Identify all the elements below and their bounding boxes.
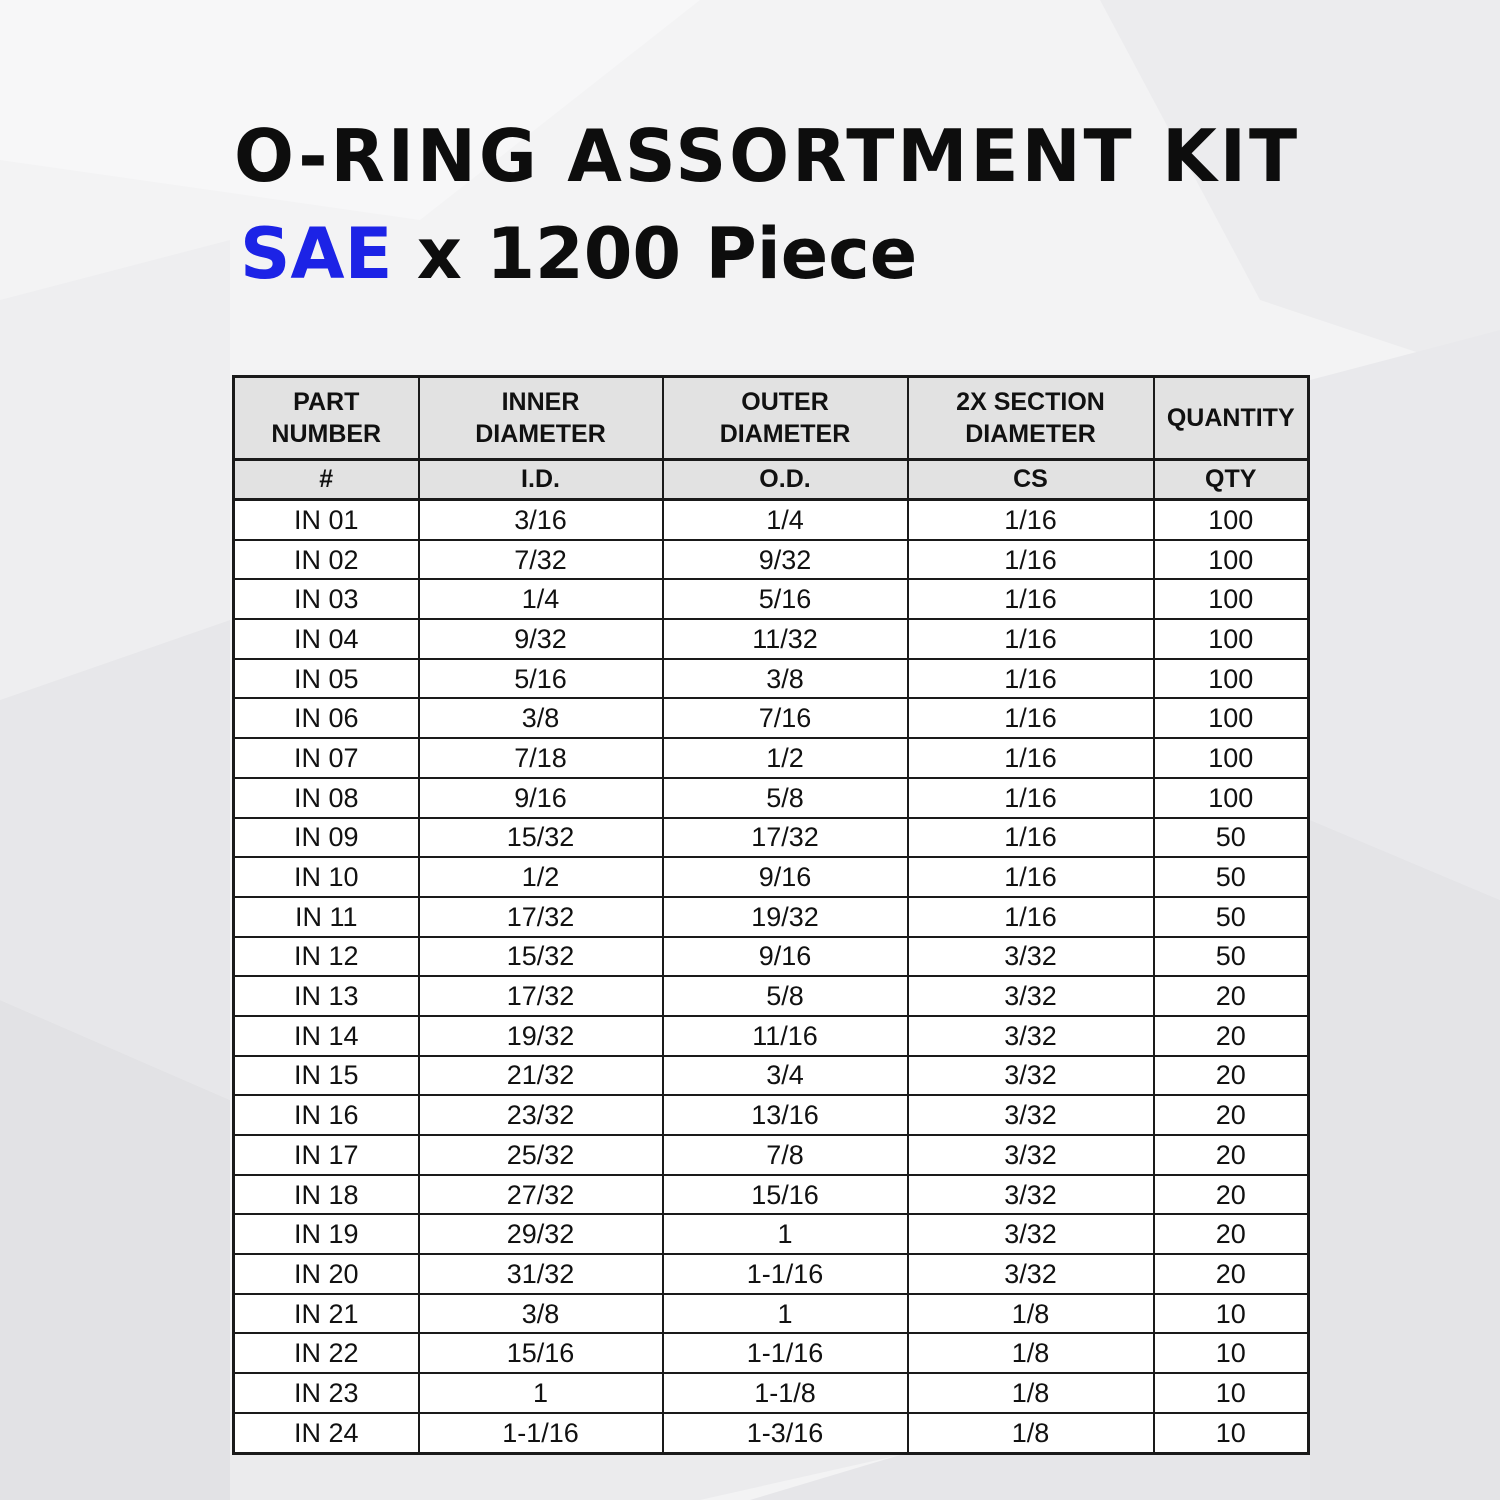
cell-outer-diameter: 1/2: [663, 738, 908, 778]
cell-outer-diameter: 11/16: [663, 1016, 908, 1056]
cell-outer-diameter: 17/32: [663, 818, 908, 858]
abbr-quantity: QTY: [1154, 460, 1309, 500]
cell-section-diameter: 1/8: [908, 1333, 1154, 1373]
cell-part-number: IN 03: [234, 579, 419, 619]
abbr-part-number: #: [234, 460, 419, 500]
table-row: [234, 1056, 1309, 1096]
table-row: [234, 857, 1309, 897]
cell-section-diameter: 1/16: [908, 540, 1154, 580]
cell-quantity: 100: [1154, 738, 1309, 778]
cell-inner-diameter: 3/8: [419, 698, 663, 738]
cell-part-number: IN 11: [234, 897, 419, 937]
abbr-outer-diameter: O.D.: [663, 460, 908, 500]
cell-inner-diameter: 7/32: [419, 540, 663, 580]
table-row: [234, 1294, 1309, 1334]
cell-inner-diameter: 7/18: [419, 738, 663, 778]
cell-section-diameter: 1/16: [908, 897, 1154, 937]
kit-subtitle: [240, 214, 917, 294]
cell-outer-diameter: 3/8: [663, 659, 908, 699]
cell-inner-diameter: 15/16: [419, 1333, 663, 1373]
cell-section-diameter: 1/8: [908, 1373, 1154, 1413]
cell-section-diameter: 3/32: [908, 1016, 1154, 1056]
cell-part-number: IN 18: [234, 1175, 419, 1215]
table-row: [234, 1095, 1309, 1135]
table-row: [234, 897, 1309, 937]
cell-section-diameter: 3/32: [908, 1135, 1154, 1175]
table-row: [234, 1016, 1309, 1056]
cell-outer-diameter: 7/16: [663, 698, 908, 738]
cell-part-number: IN 05: [234, 659, 419, 699]
cell-section-diameter: 3/32: [908, 1095, 1154, 1135]
cell-part-number: IN 13: [234, 976, 419, 1016]
cell-part-number: IN 08: [234, 778, 419, 818]
cell-section-diameter: 3/32: [908, 976, 1154, 1016]
table-row: [234, 698, 1309, 738]
subtitle-rest: x 1200 Piece: [392, 213, 918, 295]
cell-inner-diameter: 17/32: [419, 897, 663, 937]
cell-part-number: IN 22: [234, 1333, 419, 1373]
cell-quantity: 10: [1154, 1333, 1309, 1373]
table-row: [234, 976, 1309, 1016]
abbr-section-diameter: CS: [908, 460, 1154, 500]
table-row: [234, 1175, 1309, 1215]
table-body: [234, 500, 1309, 1454]
table-row: [234, 778, 1309, 818]
cell-quantity: 100: [1154, 579, 1309, 619]
cell-section-diameter: 1/8: [908, 1413, 1154, 1453]
cell-inner-diameter: 9/16: [419, 778, 663, 818]
cell-quantity: 20: [1154, 1175, 1309, 1215]
table-row: [234, 1135, 1309, 1175]
header-section-diameter: 2X SECTION DIAMETER: [908, 377, 1154, 460]
cell-part-number: IN 07: [234, 738, 419, 778]
cell-outer-diameter: 1-1/16: [663, 1254, 908, 1294]
cell-quantity: 100: [1154, 619, 1309, 659]
sae-highlight: SAE: [240, 213, 393, 295]
kit-title: O-RING ASSORTMENT KIT: [234, 114, 1301, 198]
cell-outer-diameter: 11/32: [663, 619, 908, 659]
cell-quantity: 50: [1154, 897, 1309, 937]
cell-quantity: 20: [1154, 1016, 1309, 1056]
cell-part-number: IN 20: [234, 1254, 419, 1294]
cell-section-diameter: 1/8: [908, 1294, 1154, 1334]
cell-outer-diameter: 15/16: [663, 1175, 908, 1215]
cell-part-number: IN 21: [234, 1294, 419, 1334]
cell-inner-diameter: 21/32: [419, 1056, 663, 1096]
cell-outer-diameter: 7/8: [663, 1135, 908, 1175]
cell-part-number: IN 12: [234, 937, 419, 977]
cell-outer-diameter: 1: [663, 1294, 908, 1334]
cell-outer-diameter: 1-3/16: [663, 1413, 908, 1453]
cell-section-diameter: 1/16: [908, 500, 1154, 540]
cell-outer-diameter: 5/8: [663, 976, 908, 1016]
cell-part-number: IN 04: [234, 619, 419, 659]
abbreviation-row: [234, 460, 1309, 500]
table-row: [234, 579, 1309, 619]
cell-quantity: 20: [1154, 976, 1309, 1016]
cell-outer-diameter: 13/16: [663, 1095, 908, 1135]
cell-section-diameter: 1/16: [908, 857, 1154, 897]
cell-inner-diameter: 19/32: [419, 1016, 663, 1056]
header-inner-diameter: INNER DIAMETER: [419, 377, 663, 460]
cell-part-number: IN 15: [234, 1056, 419, 1096]
cell-outer-diameter: 3/4: [663, 1056, 908, 1096]
cell-part-number: IN 09: [234, 818, 419, 858]
cell-inner-diameter: 1-1/16: [419, 1413, 663, 1453]
header-row: [234, 377, 1309, 460]
header-outer-diameter: OUTER DIAMETER: [663, 377, 908, 460]
table-row: [234, 818, 1309, 858]
cell-outer-diameter: 5/16: [663, 579, 908, 619]
cell-section-diameter: 1/16: [908, 659, 1154, 699]
cell-inner-diameter: 9/32: [419, 619, 663, 659]
table-row: [234, 937, 1309, 977]
table-row: [234, 1413, 1309, 1453]
cell-quantity: 100: [1154, 778, 1309, 818]
cell-outer-diameter: 1: [663, 1214, 908, 1254]
cell-quantity: 10: [1154, 1294, 1309, 1334]
cell-part-number: IN 10: [234, 857, 419, 897]
cell-quantity: 100: [1154, 698, 1309, 738]
cell-quantity: 50: [1154, 937, 1309, 977]
cell-quantity: 20: [1154, 1095, 1309, 1135]
cell-part-number: IN 23: [234, 1373, 419, 1413]
cell-section-diameter: 3/32: [908, 1254, 1154, 1294]
cell-outer-diameter: 5/8: [663, 778, 908, 818]
table-row: [234, 619, 1309, 659]
cell-inner-diameter: 1: [419, 1373, 663, 1413]
cell-part-number: IN 14: [234, 1016, 419, 1056]
cell-section-diameter: 1/16: [908, 818, 1154, 858]
spec-table: [232, 375, 1310, 1455]
cell-part-number: IN 24: [234, 1413, 419, 1453]
cell-quantity: 10: [1154, 1373, 1309, 1413]
cell-inner-diameter: 31/32: [419, 1254, 663, 1294]
cell-inner-diameter: 23/32: [419, 1095, 663, 1135]
cell-section-diameter: 3/32: [908, 937, 1154, 977]
table-row: [234, 1214, 1309, 1254]
cell-outer-diameter: 1-1/16: [663, 1333, 908, 1373]
abbr-inner-diameter: I.D.: [419, 460, 663, 500]
cell-section-diameter: 1/16: [908, 778, 1154, 818]
cell-inner-diameter: 3/16: [419, 500, 663, 540]
cell-quantity: 100: [1154, 500, 1309, 540]
cell-part-number: IN 19: [234, 1214, 419, 1254]
cell-outer-diameter: 1-1/8: [663, 1373, 908, 1413]
table-row: [234, 1333, 1309, 1373]
cell-section-diameter: 3/32: [908, 1214, 1154, 1254]
cell-inner-diameter: 17/32: [419, 976, 663, 1016]
cell-inner-diameter: 27/32: [419, 1175, 663, 1215]
cell-part-number: IN 06: [234, 698, 419, 738]
cell-section-diameter: 1/16: [908, 619, 1154, 659]
cell-quantity: 20: [1154, 1254, 1309, 1294]
header-part-number: PART NUMBER: [234, 377, 419, 460]
cell-quantity: 20: [1154, 1214, 1309, 1254]
cell-section-diameter: 3/32: [908, 1056, 1154, 1096]
cell-section-diameter: 1/16: [908, 738, 1154, 778]
cell-quantity: 10: [1154, 1413, 1309, 1453]
cell-outer-diameter: 1/4: [663, 500, 908, 540]
cell-inner-diameter: 25/32: [419, 1135, 663, 1175]
cell-part-number: IN 17: [234, 1135, 419, 1175]
cell-section-diameter: 3/32: [908, 1175, 1154, 1215]
cell-inner-diameter: 15/32: [419, 818, 663, 858]
table-row: [234, 659, 1309, 699]
cell-quantity: 50: [1154, 818, 1309, 858]
cell-quantity: 20: [1154, 1056, 1309, 1096]
cell-quantity: 100: [1154, 540, 1309, 580]
table-row: [234, 738, 1309, 778]
cell-quantity: 100: [1154, 659, 1309, 699]
cell-quantity: 50: [1154, 857, 1309, 897]
cell-outer-diameter: 9/16: [663, 937, 908, 977]
cell-inner-diameter: 5/16: [419, 659, 663, 699]
cell-section-diameter: 1/16: [908, 698, 1154, 738]
cell-inner-diameter: 29/32: [419, 1214, 663, 1254]
cell-inner-diameter: 15/32: [419, 937, 663, 977]
table-row: [234, 540, 1309, 580]
cell-outer-diameter: 9/16: [663, 857, 908, 897]
table-row: [234, 1373, 1309, 1413]
cell-part-number: IN 01: [234, 500, 419, 540]
cell-outer-diameter: 9/32: [663, 540, 908, 580]
cell-outer-diameter: 19/32: [663, 897, 908, 937]
cell-inner-diameter: 1/4: [419, 579, 663, 619]
cell-quantity: 20: [1154, 1135, 1309, 1175]
cell-part-number: IN 02: [234, 540, 419, 580]
table-row: [234, 500, 1309, 540]
cell-inner-diameter: 1/2: [419, 857, 663, 897]
cell-part-number: IN 16: [234, 1095, 419, 1135]
cell-section-diameter: 1/16: [908, 579, 1154, 619]
table-row: [234, 1254, 1309, 1294]
header-quantity: QUANTITY: [1154, 377, 1309, 460]
cell-inner-diameter: 3/8: [419, 1294, 663, 1334]
